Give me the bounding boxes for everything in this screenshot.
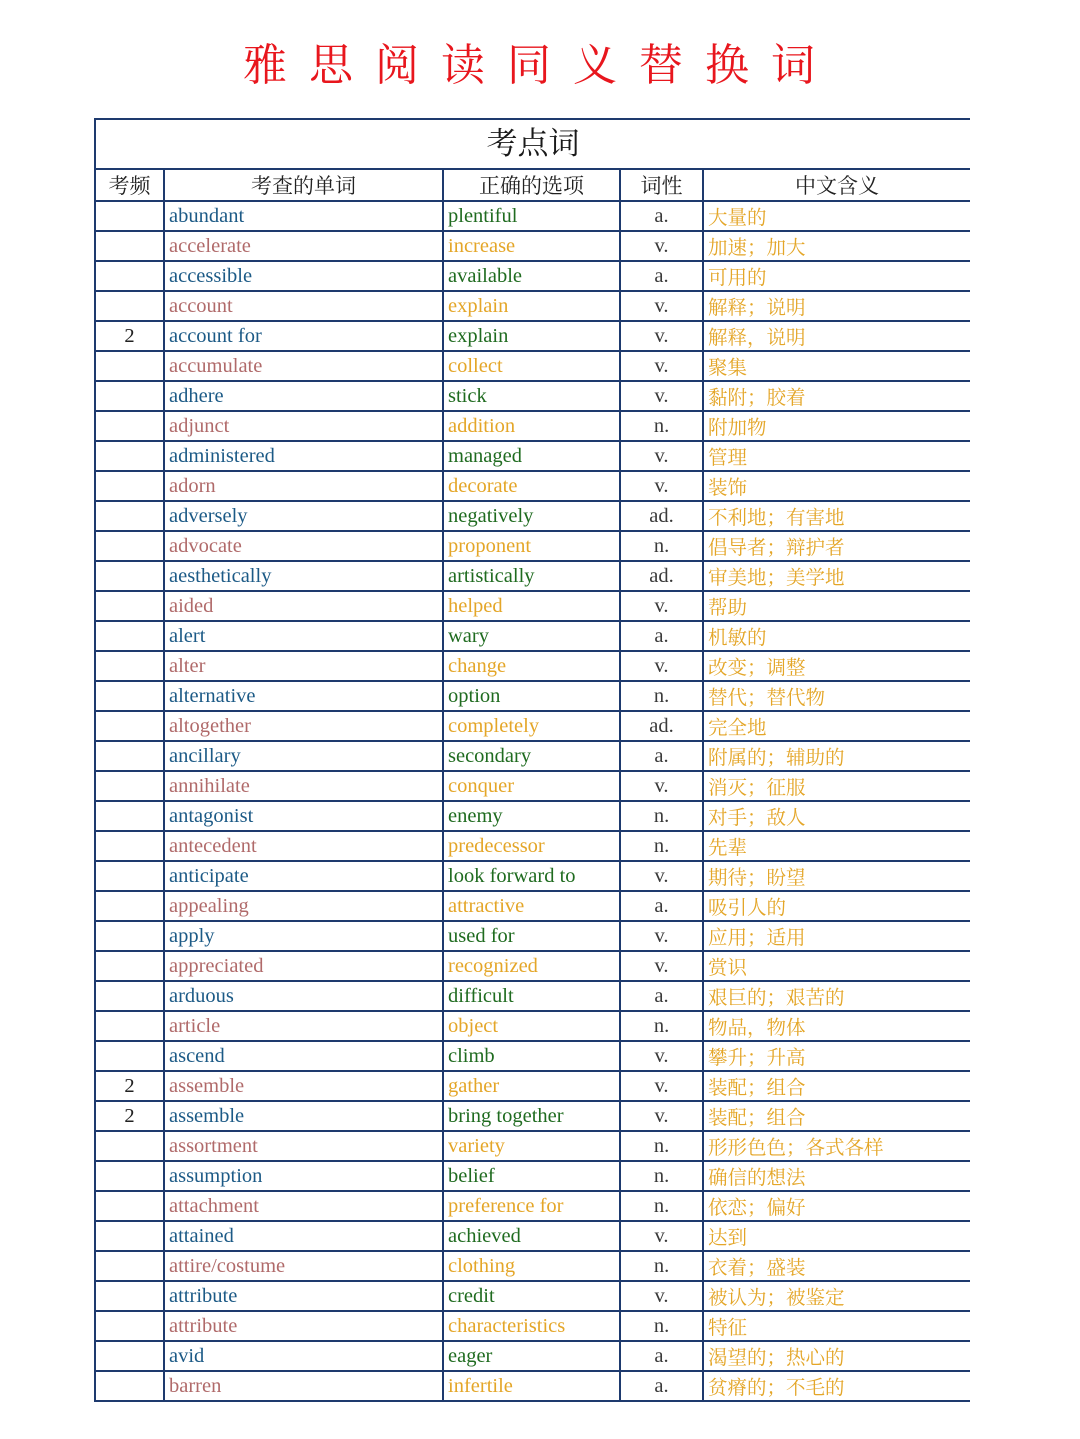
chinese-meaning-cell: 应用；适用 — [703, 921, 970, 951]
table-row — [96, 1131, 970, 1161]
chinese-meaning-cell: 审美地；美学地 — [703, 561, 970, 591]
part-of-speech-cell: n. — [620, 411, 703, 441]
correct-option-cell: object — [443, 1011, 620, 1041]
chinese-meaning-cell: 解释，说明 — [703, 321, 970, 351]
tested-word-cell: accessible — [164, 261, 443, 291]
tested-word-cell: administered — [164, 441, 443, 471]
correct-option-cell: predecessor — [443, 831, 620, 861]
part-of-speech-cell: a. — [620, 261, 703, 291]
tested-word-cell: attire/costume — [164, 1251, 443, 1281]
table-row — [96, 711, 970, 741]
chinese-meaning-cell: 赏识 — [703, 951, 970, 981]
table-row — [96, 231, 970, 261]
frequency-cell — [96, 1221, 164, 1251]
header-chinese-meaning: 中文含义 — [703, 170, 970, 201]
part-of-speech-cell: v. — [620, 1041, 703, 1071]
chinese-meaning-cell: 先辈 — [703, 831, 970, 861]
correct-option-cell: used for — [443, 921, 620, 951]
frequency-cell — [96, 861, 164, 891]
part-of-speech-cell: n. — [620, 1191, 703, 1221]
tested-word-cell: adorn — [164, 471, 443, 501]
chinese-meaning-cell: 贫瘠的；不毛的 — [703, 1371, 970, 1401]
chinese-meaning-cell: 倡导者；辩护者 — [703, 531, 970, 561]
frequency-cell — [96, 801, 164, 831]
frequency-cell — [96, 381, 164, 411]
tested-word-cell: adjunct — [164, 411, 443, 441]
frequency-cell — [96, 561, 164, 591]
frequency-cell — [96, 201, 164, 231]
part-of-speech-cell: a. — [620, 621, 703, 651]
part-of-speech-cell: v. — [620, 771, 703, 801]
frequency-cell — [96, 351, 164, 381]
correct-option-cell: variety — [443, 1131, 620, 1161]
correct-option-cell: option — [443, 681, 620, 711]
table-row — [96, 411, 970, 441]
table-row — [96, 951, 970, 981]
table-row — [96, 1251, 970, 1281]
chinese-meaning-cell: 消灭；征服 — [703, 771, 970, 801]
correct-option-cell: decorate — [443, 471, 620, 501]
tested-word-cell: adhere — [164, 381, 443, 411]
chinese-meaning-cell: 被认为；被鉴定 — [703, 1281, 970, 1311]
tested-word-cell: assemble — [164, 1101, 443, 1131]
tested-word-cell: alter — [164, 651, 443, 681]
correct-option-cell: preference for — [443, 1191, 620, 1221]
table-row — [96, 471, 970, 501]
chinese-meaning-cell: 附加物 — [703, 411, 970, 441]
tested-word-cell: abundant — [164, 201, 443, 231]
chinese-meaning-cell: 吸引人的 — [703, 891, 970, 921]
part-of-speech-cell: n. — [620, 531, 703, 561]
chinese-meaning-cell: 聚集 — [703, 351, 970, 381]
table-row — [96, 501, 970, 531]
correct-option-cell: explain — [443, 291, 620, 321]
part-of-speech-cell: v. — [620, 1101, 703, 1131]
page-title: 雅思阅读同义替换词 — [243, 40, 837, 91]
tested-word-cell: appreciated — [164, 951, 443, 981]
frequency-cell — [96, 771, 164, 801]
chinese-meaning-cell: 解释；说明 — [703, 291, 970, 321]
correct-option-cell: artistically — [443, 561, 620, 591]
part-of-speech-cell: ad. — [620, 501, 703, 531]
frequency-cell — [96, 1311, 164, 1341]
header-frequency: 考频 — [96, 170, 164, 201]
frequency-cell — [96, 831, 164, 861]
correct-option-cell: available — [443, 261, 620, 291]
tested-word-cell: anticipate — [164, 861, 443, 891]
part-of-speech-cell: v. — [620, 471, 703, 501]
chinese-meaning-cell: 攀升；升高 — [703, 1041, 970, 1071]
frequency-cell — [96, 621, 164, 651]
chinese-meaning-cell: 可用的 — [703, 261, 970, 291]
correct-option-cell: attractive — [443, 891, 620, 921]
chinese-meaning-cell: 机敏的 — [703, 621, 970, 651]
correct-option-cell: gather — [443, 1071, 620, 1101]
frequency-cell: 2 — [96, 1101, 164, 1131]
correct-option-cell: credit — [443, 1281, 620, 1311]
correct-option-cell: collect — [443, 351, 620, 381]
tested-word-cell: assortment — [164, 1131, 443, 1161]
frequency-cell — [96, 921, 164, 951]
correct-option-cell: negatively — [443, 501, 620, 531]
tested-word-cell: antagonist — [164, 801, 443, 831]
tested-word-cell: antecedent — [164, 831, 443, 861]
table-body — [96, 201, 970, 1401]
table-row — [96, 291, 970, 321]
correct-option-cell: secondary — [443, 741, 620, 771]
table-row — [96, 441, 970, 471]
correct-option-cell: difficult — [443, 981, 620, 1011]
chinese-meaning-cell: 完全地 — [703, 711, 970, 741]
table-row — [96, 831, 970, 861]
tested-word-cell: altogether — [164, 711, 443, 741]
frequency-cell — [96, 681, 164, 711]
part-of-speech-cell: v. — [620, 1281, 703, 1311]
chinese-meaning-cell: 加速；加大 — [703, 231, 970, 261]
correct-option-cell: climb — [443, 1041, 620, 1071]
frequency-cell — [96, 741, 164, 771]
table-row — [96, 1281, 970, 1311]
tested-word-cell: ascend — [164, 1041, 443, 1071]
frequency-cell — [96, 261, 164, 291]
table-row — [96, 981, 970, 1011]
frequency-cell — [96, 471, 164, 501]
correct-option-cell: wary — [443, 621, 620, 651]
section-title: 考点词 — [96, 120, 970, 170]
correct-option-cell: managed — [443, 441, 620, 471]
correct-option-cell: characteristics — [443, 1311, 620, 1341]
table-row — [96, 261, 970, 291]
tested-word-cell: ancillary — [164, 741, 443, 771]
chinese-meaning-cell: 形形色色；各式各样 — [703, 1131, 970, 1161]
table-row — [96, 351, 970, 381]
table-row — [96, 381, 970, 411]
chinese-meaning-cell: 渴望的；热心的 — [703, 1341, 970, 1371]
frequency-cell: 2 — [96, 1071, 164, 1101]
frequency-cell — [96, 1011, 164, 1041]
frequency-cell — [96, 651, 164, 681]
tested-word-cell: aesthetically — [164, 561, 443, 591]
tested-word-cell: avid — [164, 1341, 443, 1371]
table-row — [96, 1041, 970, 1071]
table-row — [96, 1101, 970, 1131]
frequency-cell — [96, 1371, 164, 1401]
part-of-speech-cell: n. — [620, 801, 703, 831]
tested-word-cell: annihilate — [164, 771, 443, 801]
correct-option-cell: conquer — [443, 771, 620, 801]
table-row — [96, 801, 970, 831]
chinese-meaning-cell: 装配；组合 — [703, 1071, 970, 1101]
tested-word-cell: accumulate — [164, 351, 443, 381]
chinese-meaning-cell: 对手；敌人 — [703, 801, 970, 831]
part-of-speech-cell: a. — [620, 741, 703, 771]
header-correct-option: 正确的选项 — [443, 170, 620, 201]
part-of-speech-cell: a. — [620, 891, 703, 921]
part-of-speech-cell: ad. — [620, 711, 703, 741]
part-of-speech-cell: v. — [620, 921, 703, 951]
table-row — [96, 531, 970, 561]
chinese-meaning-cell: 大量的 — [703, 201, 970, 231]
table-row — [96, 651, 970, 681]
chinese-meaning-cell: 替代；替代物 — [703, 681, 970, 711]
tested-word-cell: adversely — [164, 501, 443, 531]
frequency-cell — [96, 441, 164, 471]
part-of-speech-cell: n. — [620, 1161, 703, 1191]
frequency-cell — [96, 711, 164, 741]
tested-word-cell: article — [164, 1011, 443, 1041]
header-tested-word: 考查的单词 — [164, 170, 443, 201]
frequency-cell — [96, 1131, 164, 1161]
chinese-meaning-cell: 附属的；辅助的 — [703, 741, 970, 771]
table-row — [96, 921, 970, 951]
frequency-cell — [96, 1251, 164, 1281]
table-row — [96, 591, 970, 621]
table-header-row — [96, 170, 970, 201]
correct-option-cell: stick — [443, 381, 620, 411]
chinese-meaning-cell: 物品，物体 — [703, 1011, 970, 1041]
part-of-speech-cell: n. — [620, 681, 703, 711]
correct-option-cell: explain — [443, 321, 620, 351]
part-of-speech-cell: v. — [620, 441, 703, 471]
tested-word-cell: attribute — [164, 1281, 443, 1311]
tested-word-cell: appealing — [164, 891, 443, 921]
part-of-speech-cell: v. — [620, 861, 703, 891]
tested-word-cell: apply — [164, 921, 443, 951]
part-of-speech-cell: v. — [620, 321, 703, 351]
tested-word-cell: aided — [164, 591, 443, 621]
part-of-speech-cell: v. — [620, 651, 703, 681]
frequency-cell — [96, 591, 164, 621]
frequency-cell — [96, 1161, 164, 1191]
tested-word-cell: arduous — [164, 981, 443, 1011]
correct-option-cell: look forward to — [443, 861, 620, 891]
table-row — [96, 1311, 970, 1341]
tested-word-cell: attained — [164, 1221, 443, 1251]
frequency-cell — [96, 951, 164, 981]
frequency-cell — [96, 1041, 164, 1071]
table-row — [96, 861, 970, 891]
correct-option-cell: addition — [443, 411, 620, 441]
frequency-cell: 2 — [96, 321, 164, 351]
part-of-speech-cell: v. — [620, 1221, 703, 1251]
chinese-meaning-cell: 依恋；偏好 — [703, 1191, 970, 1221]
part-of-speech-cell: a. — [620, 1341, 703, 1371]
correct-option-cell: clothing — [443, 1251, 620, 1281]
correct-option-cell: bring together — [443, 1101, 620, 1131]
tested-word-cell: assemble — [164, 1071, 443, 1101]
part-of-speech-cell: v. — [620, 1071, 703, 1101]
part-of-speech-cell: a. — [620, 1371, 703, 1401]
chinese-meaning-cell: 装配；组合 — [703, 1101, 970, 1131]
chinese-meaning-cell: 衣着；盛装 — [703, 1251, 970, 1281]
frequency-cell — [96, 231, 164, 261]
chinese-meaning-cell: 改变；调整 — [703, 651, 970, 681]
chinese-meaning-cell: 不利地；有害地 — [703, 501, 970, 531]
correct-option-cell: infertile — [443, 1371, 620, 1401]
correct-option-cell: plentiful — [443, 201, 620, 231]
vocabulary-table — [96, 170, 970, 1402]
chinese-meaning-cell: 管理 — [703, 441, 970, 471]
correct-option-cell: helped — [443, 591, 620, 621]
part-of-speech-cell: n. — [620, 831, 703, 861]
part-of-speech-cell: n. — [620, 1251, 703, 1281]
chinese-meaning-cell: 特征 — [703, 1311, 970, 1341]
part-of-speech-cell: n. — [620, 1131, 703, 1161]
frequency-cell — [96, 891, 164, 921]
table-row — [96, 561, 970, 591]
correct-option-cell: enemy — [443, 801, 620, 831]
correct-option-cell: completely — [443, 711, 620, 741]
part-of-speech-cell: a. — [620, 981, 703, 1011]
vocabulary-sheet — [94, 118, 970, 1402]
correct-option-cell: recognized — [443, 951, 620, 981]
frequency-cell — [96, 411, 164, 441]
frequency-cell — [96, 1281, 164, 1311]
tested-word-cell: assumption — [164, 1161, 443, 1191]
table-row — [96, 201, 970, 231]
table-row — [96, 1371, 970, 1401]
part-of-speech-cell: n. — [620, 1011, 703, 1041]
part-of-speech-cell: v. — [620, 291, 703, 321]
part-of-speech-cell: ad. — [620, 561, 703, 591]
chinese-meaning-cell: 装饰 — [703, 471, 970, 501]
tested-word-cell: account — [164, 291, 443, 321]
frequency-cell — [96, 1191, 164, 1221]
tested-word-cell: barren — [164, 1371, 443, 1401]
table-row — [96, 741, 970, 771]
tested-word-cell: advocate — [164, 531, 443, 561]
frequency-cell — [96, 981, 164, 1011]
correct-option-cell: belief — [443, 1161, 620, 1191]
tested-word-cell: account for — [164, 321, 443, 351]
part-of-speech-cell: v. — [620, 351, 703, 381]
frequency-cell — [96, 501, 164, 531]
chinese-meaning-cell: 艰巨的；艰苦的 — [703, 981, 970, 1011]
tested-word-cell: accelerate — [164, 231, 443, 261]
correct-option-cell: change — [443, 651, 620, 681]
part-of-speech-cell: a. — [620, 201, 703, 231]
correct-option-cell: achieved — [443, 1221, 620, 1251]
header-part-of-speech: 词性 — [620, 170, 703, 201]
part-of-speech-cell: v. — [620, 951, 703, 981]
part-of-speech-cell: v. — [620, 231, 703, 261]
chinese-meaning-cell: 确信的想法 — [703, 1161, 970, 1191]
frequency-cell — [96, 291, 164, 321]
table-row — [96, 1191, 970, 1221]
part-of-speech-cell: v. — [620, 381, 703, 411]
tested-word-cell: attachment — [164, 1191, 443, 1221]
table-row — [96, 891, 970, 921]
table-row — [96, 1071, 970, 1101]
table-row — [96, 321, 970, 351]
correct-option-cell: increase — [443, 231, 620, 261]
chinese-meaning-cell: 达到 — [703, 1221, 970, 1251]
correct-option-cell: proponent — [443, 531, 620, 561]
frequency-cell — [96, 531, 164, 561]
table-row — [96, 1161, 970, 1191]
part-of-speech-cell: n. — [620, 1311, 703, 1341]
table-row — [96, 1221, 970, 1251]
tested-word-cell: attribute — [164, 1311, 443, 1341]
chinese-meaning-cell: 期待；盼望 — [703, 861, 970, 891]
table-row — [96, 621, 970, 651]
correct-option-cell: eager — [443, 1341, 620, 1371]
part-of-speech-cell: v. — [620, 591, 703, 621]
tested-word-cell: alternative — [164, 681, 443, 711]
table-row — [96, 1341, 970, 1371]
table-row — [96, 771, 970, 801]
table-row — [96, 681, 970, 711]
frequency-cell — [96, 1341, 164, 1371]
chinese-meaning-cell: 帮助 — [703, 591, 970, 621]
tested-word-cell: alert — [164, 621, 443, 651]
table-row — [96, 1011, 970, 1041]
chinese-meaning-cell: 黏附；胶着 — [703, 381, 970, 411]
